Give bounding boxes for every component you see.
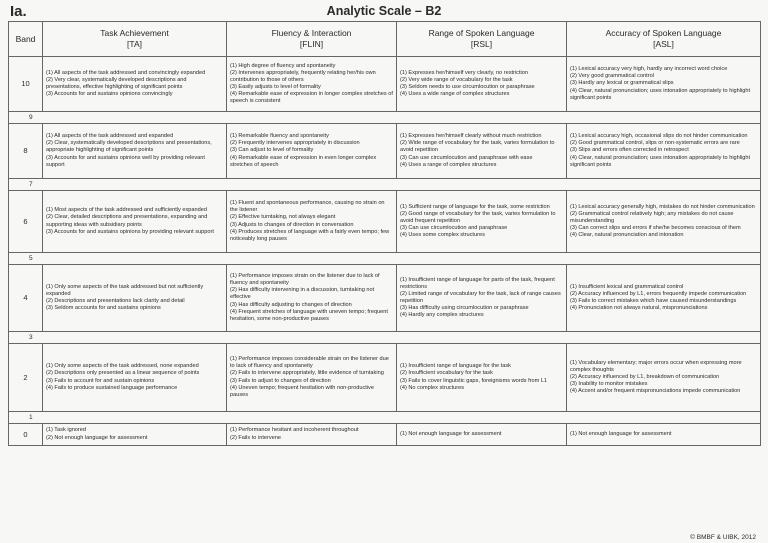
- descriptor-item: (3) Fails to correct mistakes which have caused misunderstandings: [570, 298, 737, 304]
- band-separator-row: [9, 179, 761, 191]
- descriptor-item: (2) Good grammatical control, slips or non-systematic errors are rare: [570, 140, 740, 147]
- descriptor-item: (1) Most aspects of the task addressed and sufficiently expanded: [46, 207, 207, 214]
- descriptor-item: (2) Very clear, systematically developed descriptions and presentations, effective highlighting of significant points: [46, 76, 187, 90]
- descriptor-item: (4) Pronunciation not always natural, mispronunciations: [570, 305, 708, 312]
- descriptor-item: (2) Has difficulty intervening in a discussion, turntaking not effective: [230, 287, 375, 301]
- table-body: [9, 57, 761, 446]
- descriptor-cell-ta: [43, 265, 227, 332]
- descriptor-item: (1) Fluent and spontaneous performance, causing no strain on the listener: [230, 200, 385, 214]
- header-flin: Fluency & Interaction [FLIN]: [227, 22, 397, 57]
- descriptor-item: (2) Descriptions and presentations lack clarity and detail: [46, 298, 185, 304]
- descriptor-item: (2) Clear, detailed descriptions and presentations, expanding and supporting ideas with subsidiary points: [46, 214, 208, 228]
- descriptor-cell-ta: [43, 344, 227, 412]
- descriptor-item: (3) Accounts for and sustains opinions well by providing relevant support: [46, 154, 205, 168]
- descriptor-cell-rsl: [397, 424, 567, 446]
- band-separator-row: [9, 412, 761, 424]
- descriptor-item: (1) Not enough language for assessment: [570, 430, 672, 437]
- descriptor-cell-asl: [567, 57, 761, 112]
- descriptor-item: (3) Fails to account for and sustain opinions: [46, 377, 155, 384]
- descriptor-list: [400, 277, 563, 320]
- descriptor-item: (3) Can adjust to level of formality: [230, 147, 314, 154]
- descriptor-list: [570, 133, 757, 168]
- descriptor-cell-asl: [567, 265, 761, 332]
- header-rsl: Range of Spoken Language [RSL]: [397, 22, 567, 57]
- descriptor-list: [400, 431, 563, 438]
- descriptor-list: [46, 284, 223, 312]
- descriptor-item: (3) Slips and errors often corrected in retrospect: [570, 147, 689, 154]
- document-label: Ia.: [10, 3, 27, 20]
- band-row: [9, 424, 761, 446]
- band-row: [9, 57, 761, 112]
- descriptor-item: (3) Seldom accounts for and sustains opinions: [46, 305, 161, 312]
- descriptor-cell-rsl: [397, 191, 567, 253]
- band-number: 6: [9, 191, 43, 253]
- band-separator: 3: [9, 332, 761, 344]
- descriptor-list: [570, 284, 757, 312]
- descriptor-item: (1) Vocabulary elementary; major errors occur when expressing more complex thoughts: [570, 359, 742, 373]
- descriptor-item: (1) Expresses her/himself clearly without much restriction: [400, 133, 542, 140]
- descriptor-list: [400, 204, 563, 239]
- descriptor-list: [230, 356, 393, 399]
- descriptor-item: (1) Only some aspects of the task addressed but not sufficiently expanded: [46, 283, 204, 297]
- descriptor-item: (1) High degree of fluency and spontaneity: [230, 62, 336, 69]
- descriptor-item: (1) All aspects of the task addressed and expanded: [46, 133, 174, 140]
- descriptor-item: (2) Effective turntaking, not always elegant: [230, 214, 336, 221]
- descriptor-item: (4) Fails to produce sustained language performance: [46, 384, 178, 391]
- descriptor-list: [570, 204, 757, 239]
- descriptor-list: [230, 273, 393, 323]
- descriptor-list: [46, 363, 223, 391]
- band-row: [9, 191, 761, 253]
- band-row: [9, 344, 761, 412]
- header-asl: Accuracy of Spoken Language [ASL]: [567, 22, 761, 57]
- descriptor-item: (4) Remarkable ease of expression in longer complex stretches of speech is consistent: [230, 91, 393, 105]
- descriptor-item: (1) All aspects of the task addressed and convincingly expanded: [46, 69, 206, 76]
- descriptor-cell-rsl: [397, 124, 567, 179]
- descriptor-item: (3) Inability to monitor mistakes: [570, 381, 648, 388]
- descriptor-list: [400, 133, 563, 168]
- document-title: Analytic Scale – B2: [326, 4, 442, 18]
- descriptor-list: [230, 427, 393, 441]
- descriptor-list: [230, 200, 393, 243]
- descriptor-item: (2) Intervenes appropriately, frequently relating her/his own contribution to those of others: [230, 69, 376, 83]
- descriptor-item: (4) Hardly any complex structures: [400, 312, 484, 319]
- descriptor-item: (2) Frequently intervenes appropriately in discussion: [230, 140, 360, 147]
- descriptor-item: (3) Easily adjusts to level of formality: [230, 84, 321, 90]
- descriptor-item: (3) Accounts for and sustains opinions convincingly: [46, 91, 173, 98]
- descriptor-item: (2) Accuracy influenced by L1, errors frequently impede communication: [570, 290, 747, 297]
- band-number: 4: [9, 265, 43, 332]
- descriptor-cell-flin: [227, 424, 397, 446]
- header-row: [9, 22, 761, 57]
- descriptor-cell-rsl: [397, 265, 567, 332]
- descriptor-cell-ta: [43, 191, 227, 253]
- descriptor-list: [46, 133, 223, 168]
- descriptor-list: [570, 360, 757, 395]
- descriptor-cell-asl: [567, 424, 761, 446]
- descriptor-item: (3) Can use circumlocution and paraphrase with ease: [400, 154, 533, 161]
- band-row: [9, 124, 761, 179]
- descriptor-item: (4) Uneven tempo; frequent hesitation with non-productive pauses: [230, 384, 374, 398]
- descriptor-list: [400, 70, 563, 98]
- descriptor-item: (1) Not enough language for assessment: [400, 430, 502, 437]
- descriptor-item: (3) Can use circumlocution and paraphrase: [400, 225, 508, 232]
- descriptor-item: (3) Seldom needs to use circumlocution or paraphrase: [400, 84, 535, 90]
- analytic-scale-table: [8, 21, 761, 446]
- band-separator-row: [9, 332, 761, 344]
- descriptor-list: [570, 431, 757, 438]
- copyright: © BMBF & UIBK, 2012: [690, 534, 756, 541]
- descriptor-list: [46, 207, 223, 235]
- descriptor-list: [570, 66, 757, 101]
- descriptor-item: (1) Lexical accuracy generally high, mistakes do not hinder communication: [570, 203, 755, 210]
- descriptor-item: (2) Wide range of vocabulary for the task, varies formulation to avoid repetition: [400, 140, 555, 154]
- descriptor-item: (4) Frequent stretches of language with uneven tempo; frequent hesitation, some non-productive pauses: [230, 308, 388, 322]
- descriptor-item: (1) Insufficient range of language for the task: [400, 363, 511, 370]
- descriptor-item: (1) Lexical accuracy very high, hardly any incorrect word choice: [570, 66, 728, 73]
- descriptor-item: (2) Clear, systematically developed descriptions and presentations, appropriate highlighting of significant points: [46, 140, 212, 154]
- descriptor-item: (2) Descriptions only presented as a linear sequence of points: [46, 370, 200, 377]
- descriptor-item: (4) Uses a range of complex structures: [400, 161, 497, 168]
- descriptor-list: [46, 70, 223, 98]
- descriptor-item: (2) Very wide range of vocabulary for the task: [400, 76, 513, 83]
- descriptor-cell-asl: [567, 344, 761, 412]
- descriptor-cell-ta: [43, 424, 227, 446]
- band-separator-row: [9, 253, 761, 265]
- descriptor-cell-asl: [567, 191, 761, 253]
- descriptor-item: (1) Performance imposes considerable strain on the listener due to lack of fluency and spontaneity: [230, 356, 389, 370]
- band-number: 2: [9, 344, 43, 412]
- descriptor-cell-flin: [227, 191, 397, 253]
- descriptor-cell-flin: [227, 265, 397, 332]
- descriptor-item: (3) Has difficulty using circumlocution or paraphrase: [400, 305, 529, 312]
- descriptor-item: (2) Accuracy influenced by L1, breakdown of communication: [570, 373, 720, 380]
- descriptor-item: (3) Can correct slips and errors if she/he becomes conscious of them: [570, 225, 741, 232]
- descriptor-cell-flin: [227, 124, 397, 179]
- band-number: 10: [9, 57, 43, 112]
- descriptor-item: (1) Only some aspects of the task addressed, none expanded: [46, 363, 199, 370]
- band-separator: 1: [9, 412, 761, 424]
- descriptor-item: (1) Sufficient range of language for the task, some restriction: [400, 203, 550, 210]
- descriptor-item: (2) Grammatical control relatively high; any mistakes do not cause misunderstanding: [570, 210, 734, 224]
- descriptor-item: (4) Uses some complex structures: [400, 232, 485, 239]
- descriptor-item: (2) Good range of vocabulary for the task, varies formulation to avoid frequent repetition: [400, 210, 556, 224]
- descriptor-item: (2) Fails to intervene: [230, 434, 281, 441]
- descriptor-cell-flin: [227, 344, 397, 412]
- descriptor-item: (2) Insufficient vocabulary for the task: [400, 370, 493, 377]
- descriptor-item: (1) Performance imposes strain on the listener due to lack of fluency and spontaneity: [230, 273, 380, 287]
- descriptor-item: (4) Clear, natural pronunciation; uses intonation appropriately to highlight significant points: [570, 87, 751, 101]
- descriptor-cell-rsl: [397, 344, 567, 412]
- descriptor-list: [230, 63, 393, 106]
- band-row: [9, 265, 761, 332]
- descriptor-cell-flin: [227, 57, 397, 112]
- header-band: Band: [9, 22, 43, 57]
- descriptor-item: (2) Limited range of vocabulary for the task, lack of range causes repetition: [400, 290, 561, 304]
- descriptor-item: (3) Accounts for and sustains opinions by providing relevant support: [46, 228, 214, 235]
- band-separator: 9: [9, 112, 761, 124]
- band-separator: 5: [9, 253, 761, 265]
- descriptor-list: [400, 363, 563, 391]
- descriptor-item: (4) Clear, natural pronunciation; uses intonation appropriately to highlight significant points: [570, 154, 751, 168]
- header-ta: Task Achievement [TA]: [43, 22, 227, 57]
- descriptor-item: (1) Lexical accuracy high, occasional slips do not hinder communication: [570, 133, 748, 140]
- band-number: 0: [9, 424, 43, 446]
- descriptor-cell-rsl: [397, 57, 567, 112]
- descriptor-item: (1) Performance hesitant and incoherent throughout: [230, 427, 359, 434]
- descriptor-cell-asl: [567, 124, 761, 179]
- descriptor-item: (3) Adjusts to changes of direction in conversation: [230, 221, 354, 228]
- descriptor-item: (3) Fails to adjust to changes of direction: [230, 377, 331, 384]
- descriptor-item: (2) Not enough language for assessment: [46, 434, 148, 441]
- descriptor-cell-ta: [43, 124, 227, 179]
- descriptor-list: [46, 427, 223, 441]
- descriptor-item: (1) Task ignored: [46, 427, 87, 434]
- descriptor-item: (4) No complex structures: [400, 384, 465, 391]
- descriptor-item: (2) Fails to intervene appropriately, little evidence of turntaking: [230, 370, 384, 377]
- descriptor-item: (3) Fails to cover linguistic gaps, foreignisms words from L1: [400, 377, 548, 384]
- descriptor-item: (4) Uses a wide range of complex structures: [400, 91, 510, 98]
- descriptor-item: (1) Remarkable fluency and spontaneity: [230, 133, 329, 140]
- descriptor-item: (3) Has difficulty adjusting to changes of direction: [230, 301, 352, 308]
- band-number: 8: [9, 124, 43, 179]
- descriptor-item: (4) Produces stretches of language with a fairly even tempo; few noticeably long pauses: [230, 228, 390, 242]
- band-separator: 7: [9, 179, 761, 191]
- descriptor-item: (2) Very good grammatical control: [570, 73, 654, 80]
- descriptor-item: (4) Accent and/or frequent mispronunciations impede communication: [570, 388, 741, 395]
- band-separator-row: [9, 112, 761, 124]
- descriptor-item: (1) Insufficient range of language for parts of the task, frequent restrictions: [400, 276, 555, 290]
- descriptor-item: (3) Hardly any lexical or grammatical slips: [570, 80, 674, 87]
- descriptor-cell-ta: [43, 57, 227, 112]
- descriptor-item: (4) Clear, natural pronunciation and intonation: [570, 232, 684, 239]
- descriptor-list: [230, 133, 393, 168]
- descriptor-item: (1) Insufficient lexical and grammatical control: [570, 283, 684, 290]
- descriptor-item: (4) Remarkable ease of expression in even longer complex stretches of speech: [230, 154, 377, 168]
- descriptor-item: (1) Expresses her/himself very clearly, no restriction: [400, 69, 528, 76]
